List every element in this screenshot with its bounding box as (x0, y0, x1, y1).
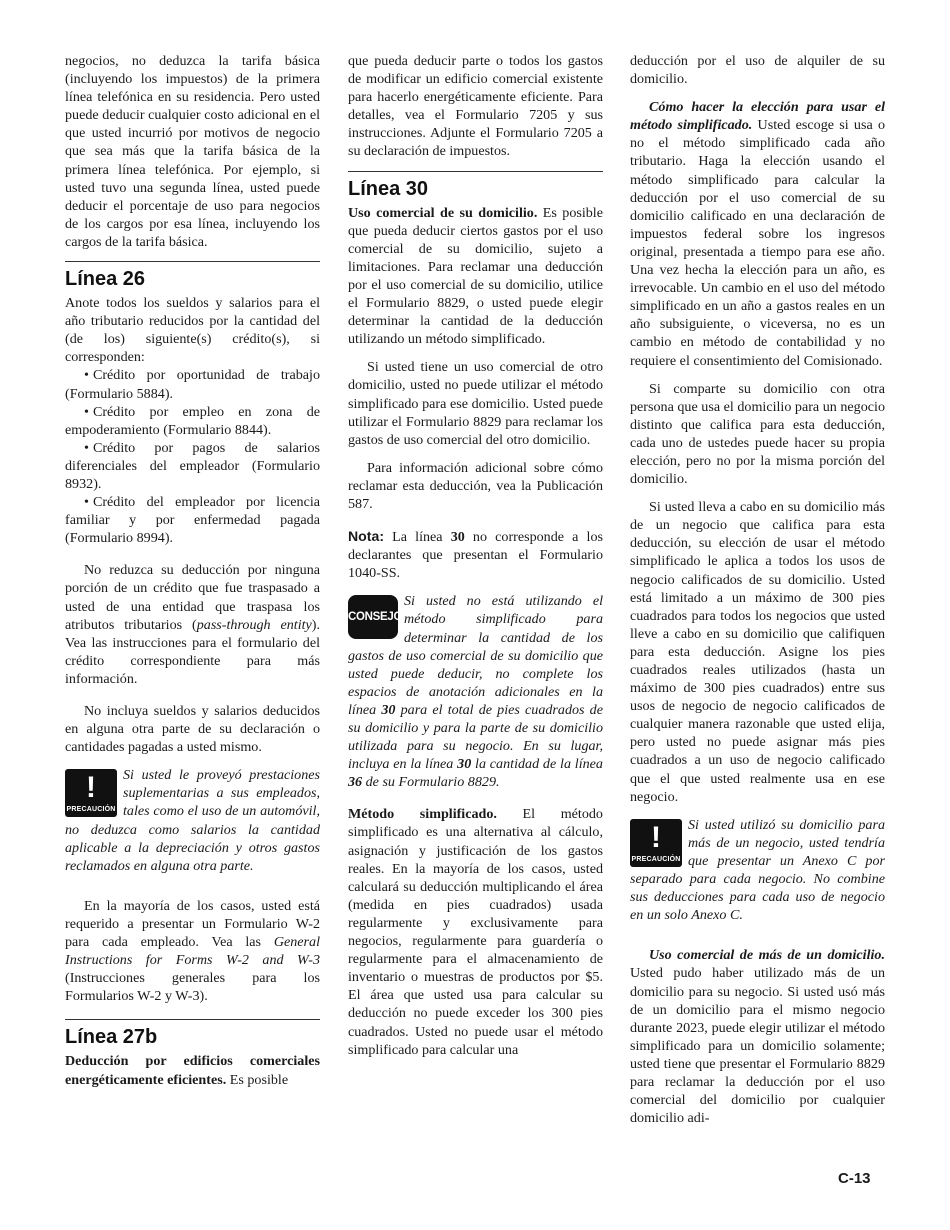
caution-text: Si usted utilizó su domicilio para más de un negocio, usted tendría que presentar un Anexo C por separado para cada negocio. No combine sus deducciones para cada uso de negocio en un solo Anexo C. (630, 816, 885, 924)
column-2 (348, 52, 603, 1059)
paragraph: negocios, no deduzca la tarifa básica (incluyendo los impuestos) de la primera línea telefónica en su residencia. Pero usted puede deducir cualquier costo adicional en el que usted incurrió por motivos de negocio que sea más que la tarifa básica de la primera línea telefónica. Por ejemplo, si usted tuvo una segunda línea, usted puede deducir el porcentaje de uso para negocios de los cargos por esa línea, incluyendo los cargos de la tarifa básica. (65, 53, 320, 250)
heading-line-30: Línea 30 (348, 177, 429, 200)
tip-icon: CONSEJO (348, 595, 398, 639)
bullet-icon: • (84, 403, 89, 420)
section-line-27b (65, 1019, 320, 1088)
section-line-30 (348, 171, 603, 1059)
note: Nota: La línea 30 no corresponde a los declarantes que presentan el Formulario 1040-SS. (348, 528, 603, 582)
column-1 (65, 52, 320, 1089)
paragraph: Cómo hacer la elección para usar el método simplificado. Usted escoge si usa o no el método simplificado cada año tributario. Haga la elección usando el método simplificado para calcular la deducción por el uso comercial de su domicilio calificado en una declaración de impuestos federal sobre los ingresos original, presentada a tiempo para ese año. Una vez hecha la elección para un año, es irrevocable. Un cambio en el uso del método simplificado en un año a gastos reales en un año subsiguiente, o viceversa, no es un cambio en método de contabilidad y no requiere el consentimiento del Comisionado. (630, 99, 885, 369)
list-item: • Crédito por oportunidad de trabajo (Formulario 5884). (65, 367, 320, 402)
caution-text: Si usted le proveyó prestaciones suplementarias a sus empleados, tales como el uso de un automóvil, no deduzca como salarios la cantidad aplicable a la depreciación y otros gastos reclamados en alguna otra parte. (65, 767, 320, 874)
section-line-26 (65, 261, 320, 1005)
tip-note (348, 592, 603, 791)
paragraph: Si comparte su domicilio con otra persona que usa el domicilio para un negocio distinto que califica para esta deducción, cada uno de ustedes puede hacer su propia elección, pero no por la misma porción del domicilio. (630, 380, 885, 488)
page-number: C-13 (838, 1170, 871, 1187)
list-item: • Crédito por pagos de salarios diferenciales del empleador (Formulario 8932). (65, 439, 320, 492)
paragraph: Uso comercial de su domicilio. Es posible que pueda deducir ciertos gastos por el uso comercial de su domicilio, sujeto a limitaciones. Para reclamar una deducción por el uso comercial de su domicilio, utilice el Formulario 8829, o usted puede elegir determinar la cantidad de la deducción utilizando un método simplificado. (348, 204, 603, 348)
bullet-icon: • (84, 494, 89, 511)
heading-line-27b: Línea 27b (65, 1026, 158, 1049)
paragraph: Si usted tiene un uso comercial de otro domicilio, usted no puede utilizar el método simplificado para ese domicilio. Usted puede utilizar el Formulario 8829 para reclamar los gastos de uso comercial del otro domicilio. (348, 359, 603, 448)
paragraph: Si usted lleva a cabo en su domicilio más de un negocio que califica para esta deducción, su elección de usar el método simplificado le aplica a todos los usos de negocio calificados de su domicilio. Usted está limitado a un máximo de 300 pies cuadrados para todos los negocios que usted lleve a cabo en su domicilio que califiquen para esta deducción. Asigne los pies cuadrados reales utilizados (hasta un máximo de 300 pies cuadrados) entre sus usos de negocio de negocio calificados de cualquier manera razonable que usted elija, pero usted no puede asignar más pies cuadrados a un uso de negocio calificado que el que usted realmente usa en ese negocio. (630, 499, 885, 805)
paragraph: No incluya sueldos y salarios deducidos en alguna otra parte de su declaración o cantidades pagadas a usted mismo. (65, 703, 320, 756)
caution-icon: ! PRECAUCIÓN (630, 819, 682, 867)
list-item: • Crédito por empleo en zona de empoderamiento (Formulario 8844). (65, 403, 320, 438)
paragraph: No reduzca su deducción por ninguna porción de un crédito que fue traspasado a usted de una entidad que traspasa los atributos tributarios (pass-through entity). Vea las instrucciones para el formulario del crédito correspondiente para más información. (65, 562, 320, 687)
paragraph: Anote todos los sueldos y salarios para el año tributario reducidos por la cantidad del (de los) siguiente(s) crédito(s), si corresponden: (65, 295, 320, 366)
paragraph: deducción por el uso de alquiler de su domicilio. (630, 53, 885, 88)
paragraph: Para información adicional sobre cómo reclamar esta deducción, vea la Publicación 587. (348, 459, 603, 512)
bullet-icon: • (84, 367, 89, 384)
bullet-icon: • (84, 439, 89, 456)
caution-note (630, 816, 885, 925)
list-item: • Crédito del empleador por licencia familiar y por enfermedad pagada (Formulario 8994). (65, 494, 320, 547)
paragraph: Método simplificado. El método simplificado es una alternativa al cálculo, asignación y justificación de los gastos reales. En la mayoría de los casos, usted calculará su deducción multiplicando el área (medida en pies cuadrados) usada regularmente y exclusivamente para negocios, regularmente para guardería o regularmente para el almacenamiento de inventario o muestras de productos por $5. El área que usted usa para calcular su deducción no puede exceder los 300 pies cuadrados. Usted no puede usar el método simplificado para calcular una (348, 806, 603, 1058)
caution-icon: ! PRECAUCIÓN (65, 769, 117, 817)
paragraph: En la mayoría de los casos, usted está requerido a presentar un Formulario W-2 para cada empleado. Vea las General Instructions for Forms W-2 and W-3 (Instrucciones generales para los Formularios W-2 y W-3). (65, 897, 320, 1005)
heading-line-26: Línea 26 (65, 268, 146, 291)
tip-text: Si usted no está utilizando el método simplificado para determinar la cantidad de los gastos de uso comercial de su domicilio que usted puede deducir, no complete los espacios de anotación adicionales en la línea 30 para el total de pies cuadrados de su domicilio y para la parte de su domicilio utilizada para su negocio. En su lugar, incluya en la línea 30 la cantidad de la línea 36 de su Formulario 8829. (348, 593, 603, 791)
column-3 (630, 52, 885, 1127)
paragraph: que pueda deducir parte o todos los gastos de modificar un edificio comercial existente para hacerlo energéticamente eficiente. Para detalles, vea el Formulario 7205 y sus instrucciones. Adjunte el Formulario 7205 a su declaración de impuestos. (348, 53, 603, 160)
paragraph: Deducción por edificios comerciales energéticamente eficientes. Es posible (65, 1053, 320, 1088)
paragraph: Uso comercial de más de un domicilio. Usted pudo haber utilizado más de un domicilio para su negocio. Si usted usó más de un domicilio para el mismo negocio durante 2023, puede elegir utilizar el método simplificado para un domicilio solamente; usted tiene que presentar el Formulario 8829 para reclamar la deducción por el uso comercial del domicilio por cualquier domicilio adi- (630, 947, 885, 1127)
caution-note (65, 766, 320, 875)
